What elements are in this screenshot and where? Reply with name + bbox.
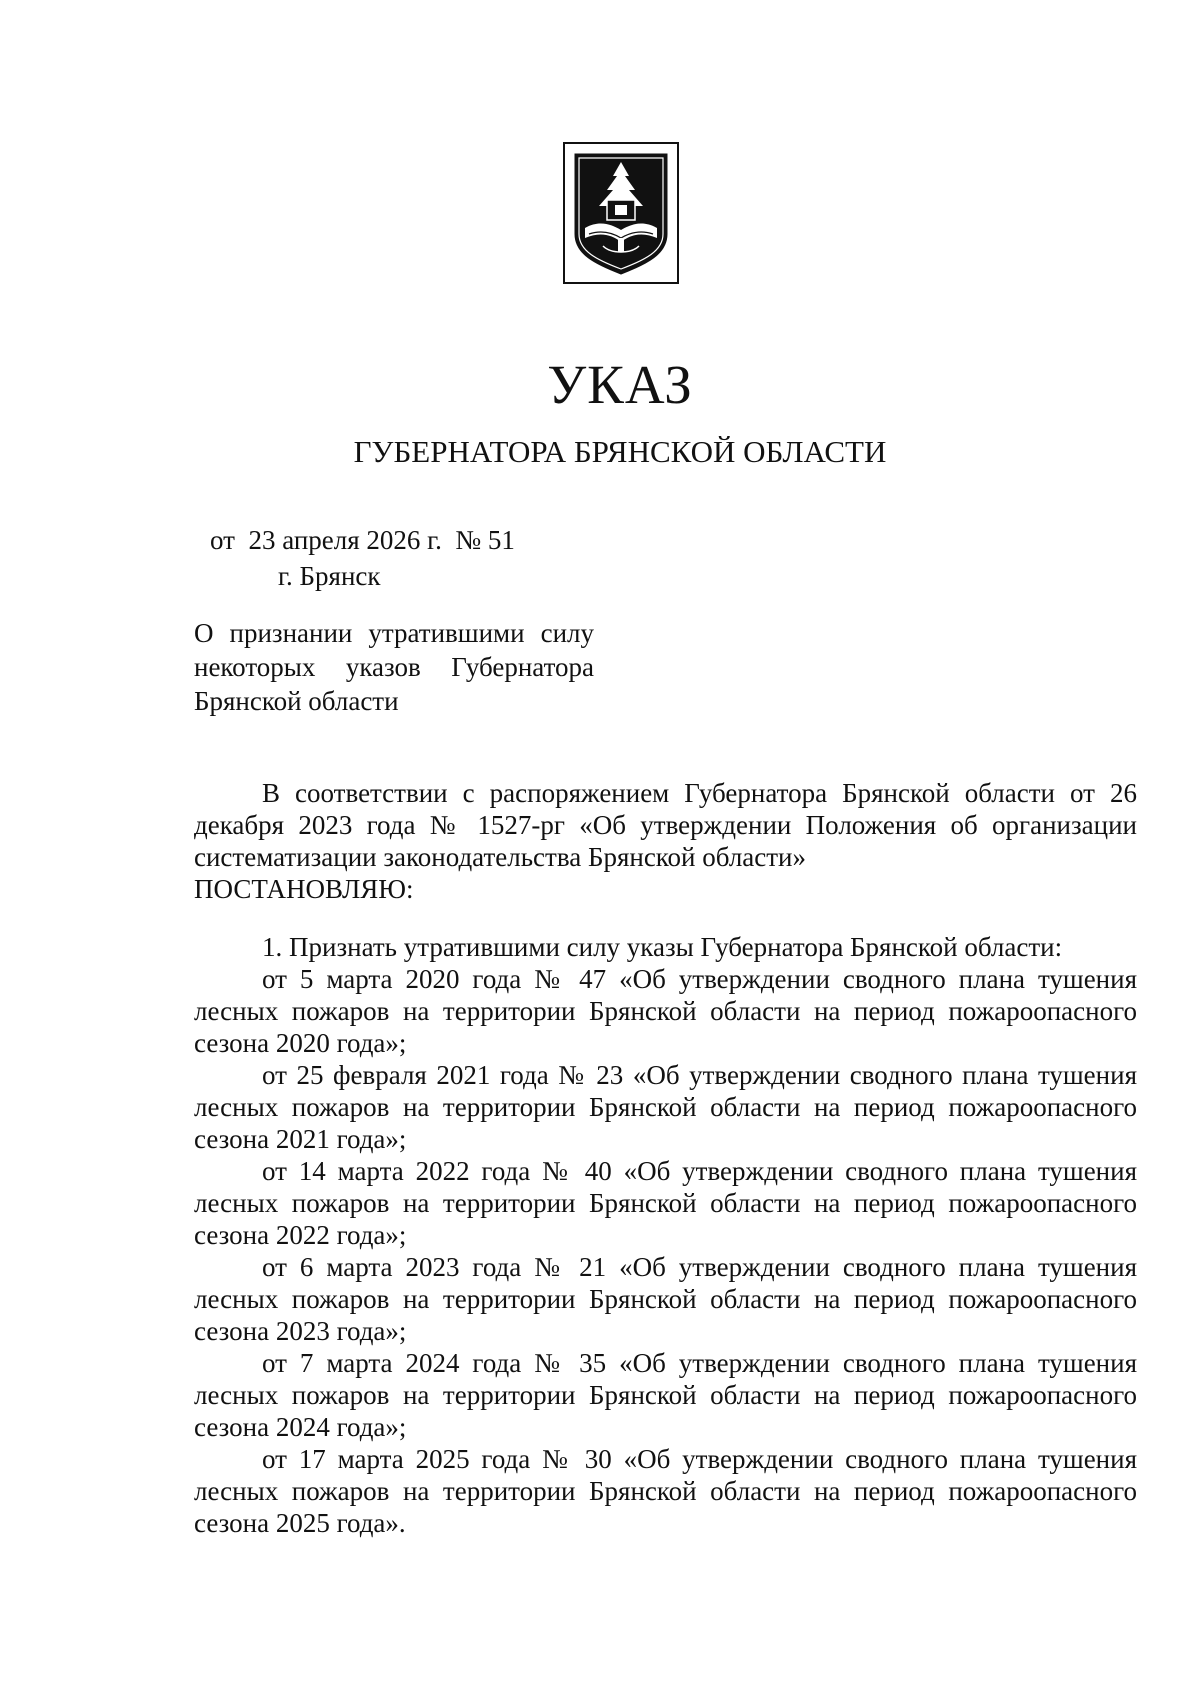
preamble: В соответствии с распоряжением Губернатора Брянской области от 26 декабря 2023 года № 1527-рг «Об утверждении Положения об организации систематизации законодательства Брянской области» <box>194 778 1137 872</box>
document-body <box>194 777 1137 1539</box>
point-1: 1. Признать утратившими силу указы Губернатора Брянской области: <box>262 932 1063 962</box>
subject-line: О признании утратившими силу <box>194 618 594 648</box>
document-subtitle: ГУБЕРНАТОРА БРЯНСКОЙ ОБЛАСТИ <box>353 434 887 469</box>
city: г. Брянск <box>278 561 381 591</box>
list-item: от 25 февраля 2021 года № 23 «Об утверждении сводного плана тушения лесных пожаров на территории Брянской области на период пожароопасного сезона 2021 года»; <box>194 1060 1137 1154</box>
list-item: от 5 марта 2020 года № 47 «Об утверждении сводного плана тушения лесных пожаров на территории Брянской области на период пожароопасного сезона 2020 года»; <box>194 964 1137 1058</box>
list-item: от 14 марта 2022 года № 40 «Об утверждении сводного плана тушения лесных пожаров на территории Брянской области на период пожароопасного сезона 2022 года»; <box>194 1156 1137 1250</box>
date-and-number: от 23 апреля 2026 г. № 51 <box>210 525 515 555</box>
list-item: от 7 марта 2024 года № 35 «Об утверждении сводного плана тушения лесных пожаров на территории Брянской области на период пожароопасного сезона 2024 года»; <box>194 1348 1137 1442</box>
list-item: от 17 марта 2025 года № 30 «Об утверждении сводного плана тушения лесных пожаров на территории Брянской области на период пожароопасного сезона 2025 года». <box>194 1444 1137 1538</box>
document-title: УКАЗ <box>547 354 693 415</box>
subject-line: Брянской области <box>194 686 399 716</box>
bryansk-coat-of-arms-icon <box>563 142 679 284</box>
subject-line: некоторых указов Губернатора <box>194 652 594 682</box>
document-subject <box>194 616 594 718</box>
decree-word: ПОСТАНОВЛЯЮ: <box>194 874 414 904</box>
list-item: от 6 марта 2023 года № 21 «Об утверждении сводного плана тушения лесных пожаров на территории Брянской области на период пожароопасного сезона 2023 года»; <box>194 1252 1137 1346</box>
